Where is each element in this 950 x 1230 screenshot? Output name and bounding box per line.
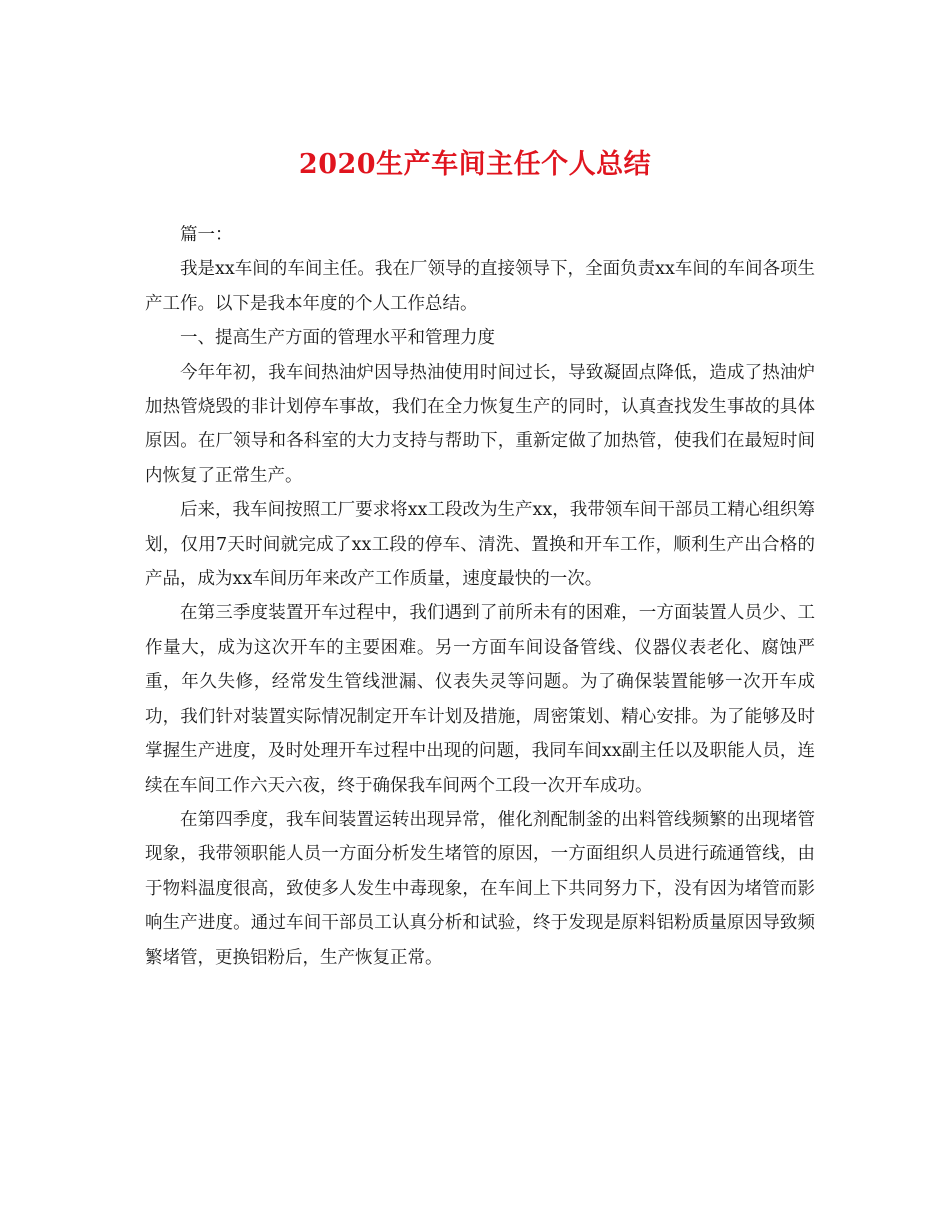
document-body — [145, 218, 815, 975]
body-paragraph: 在第三季度装置开车过程中，我们遇到了前所未有的困难，一方面装置人员少、工作量大，成为这次开车的主要困难。另一方面车间设备管线、仪器仪表老化、腐蚀严重，年久失修，经常发生管线泄漏、仪表失灵等问题。为了确保装置能够一次开车成功，我们针对装置实际情况制定开车计划及措施，周密策划、精心安排。为了能够及时掌握生产进度，及时处理开车过程中出现的问题，我同车间xx副主任以及职能人员，连续在车间工作六天六夜，终于确保我车间两个工段一次开车成功。 — [145, 603, 815, 796]
body-paragraph: 在第四季度，我车间装置运转出现异常，催化剂配制釜的出料管线频繁的出现堵管现象，我带领职能人员一方面分析发生堵管的原因，一方面组织人员进行疏通管线，由于物料温度很高，致使多人发生中毒现象，在车间上下共同努力下，没有因为堵管而影响生产进度。通过车间干部员工认真分析和试验，终于发现是原料铝粉质量原因导致频繁堵管，更换铝粉后，生产恢复正常。 — [145, 809, 815, 968]
body-paragraph: 我是xx车间的车间主任。我在厂领导的直接领导下，全面负责xx车间的车间各项生产工作。以下是我本年度的个人工作总结。 — [145, 259, 815, 314]
section-heading: 一、提高生产方面的管理水平和管理力度 — [180, 328, 495, 349]
body-paragraph: 后来，我车间按照工厂要求将xx工段改为生产xx，我带领车间干部员工精心组织筹划，仅用7天时间就完成了xx工段的停车、清洗、置换和开车工作，顺利生产出合格的产品，成为xx车间历年来改产工作质量，速度最快的一次。 — [145, 500, 815, 590]
document-title: 2020生产车间主任个人总结 — [298, 149, 652, 180]
section-label: 篇一： — [180, 225, 233, 245]
body-paragraph: 今年年初，我车间热油炉因导热油使用时间过长，导致凝固点降低，造成了热油炉加热管烧毁的非计划停车事故，我们在全力恢复生产的同时，认真查找发生事故的具体原因。在厂领导和各科室的大力支持与帮助下，重新定做了加热管，使我们在最短时间内恢复了正常生产。 — [145, 362, 815, 486]
